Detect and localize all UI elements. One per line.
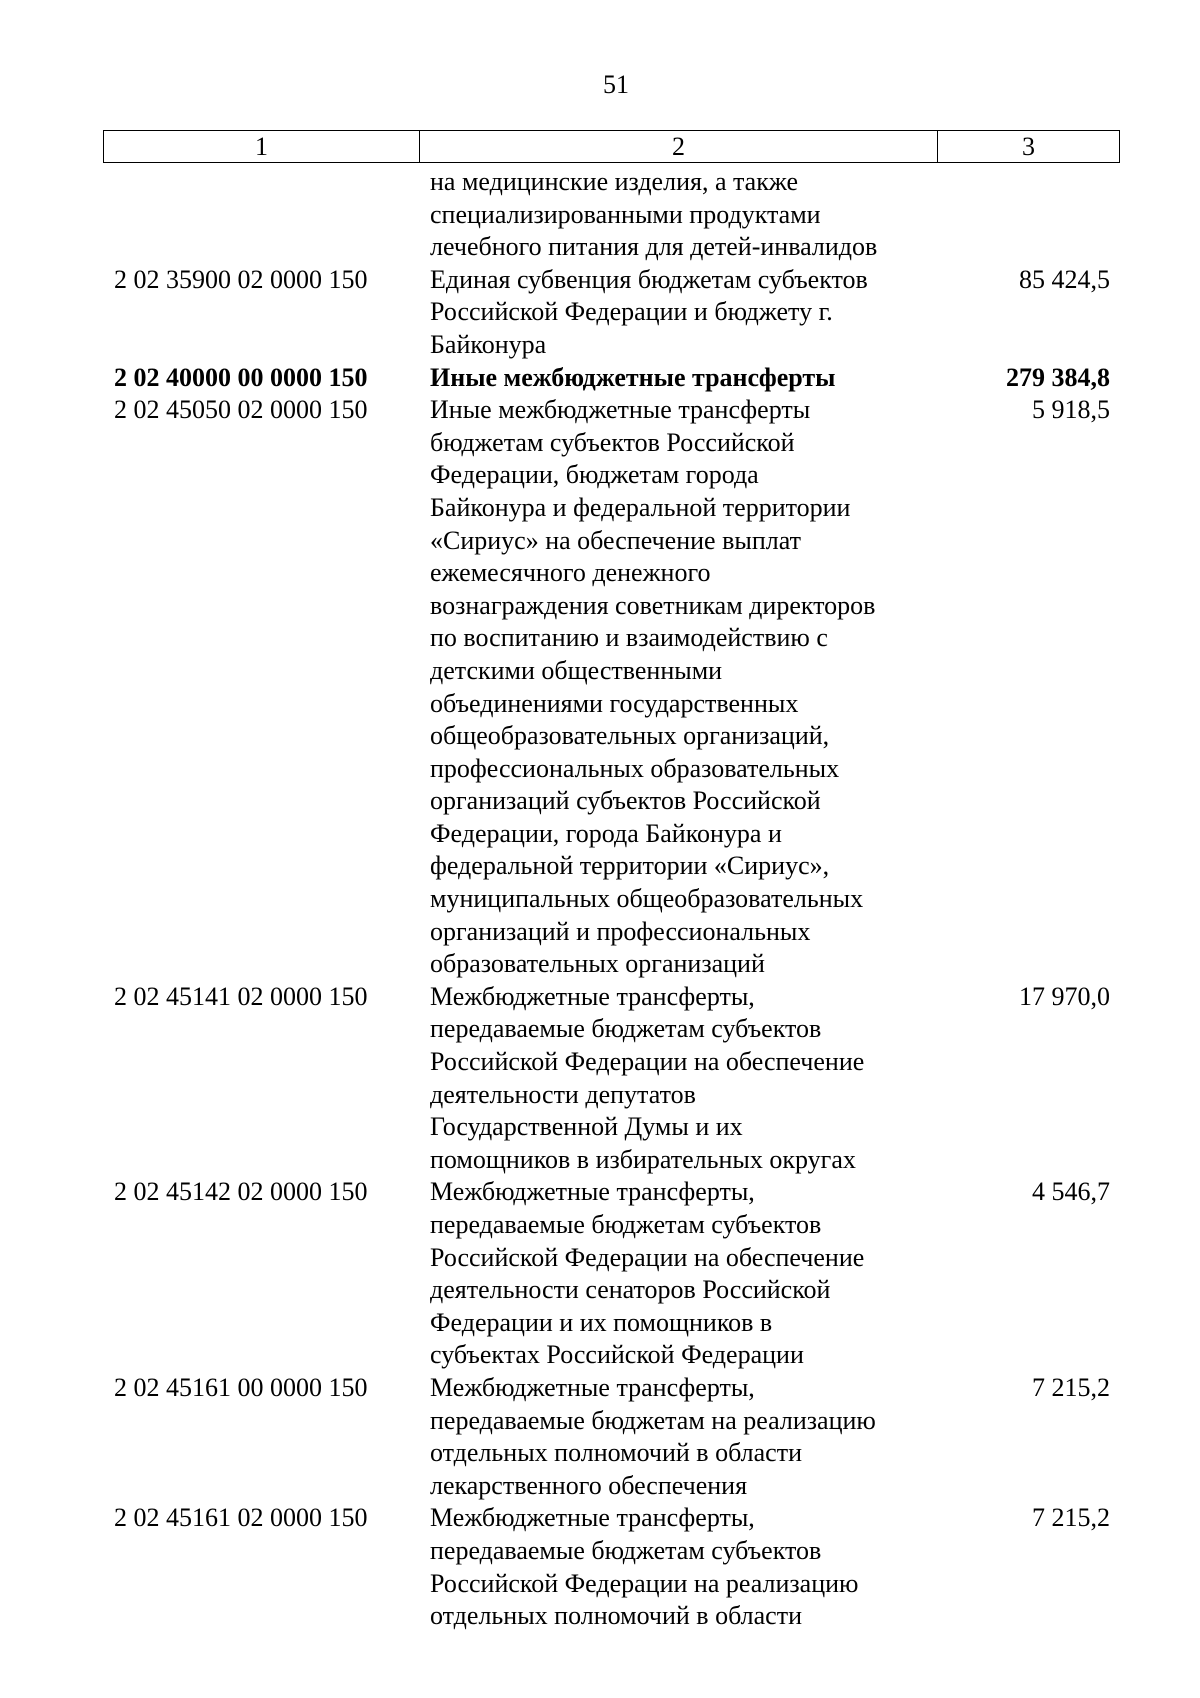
row-code: 2 02 45161 02 0000 150 — [114, 1503, 368, 1533]
row-code — [0, 166, 430, 264]
row-description: Единая субвенция бюджетам субъектов Российской Федерации и бюджету г. Байконура — [430, 264, 868, 359]
row-code: 2 02 45050 02 0000 150 — [114, 395, 368, 425]
row-amount: 7 215,2 — [1032, 1372, 1110, 1402]
row-description: Межбюджетные трансферты, передаваемые бюджетам субъектов Российской Федерации на обеспечение деятельности сенаторов Российской Федерации и их помощников в субъектах Российской Федерации — [430, 1177, 865, 1370]
table-row — [0, 1176, 1200, 1372]
table-row — [0, 1502, 1200, 1632]
row-code: 2 02 45141 02 0000 150 — [114, 981, 368, 1011]
row-description: на медицинские изделия, а также специализированными продуктами лечебного питания для детей-инвалидов — [430, 167, 878, 262]
row-code: 2 02 45161 00 0000 150 — [114, 1372, 368, 1402]
row-amount: 4 546,7 — [1032, 1177, 1110, 1207]
table-body — [0, 166, 1200, 1633]
row-code: 2 02 40000 00 0000 150 — [114, 362, 368, 392]
table-header — [103, 130, 1120, 163]
table-row — [0, 394, 1200, 981]
table-row — [0, 166, 1200, 264]
table-row — [0, 981, 1200, 1177]
row-amount: 17 970,0 — [1019, 981, 1110, 1011]
row-amount — [930, 166, 1110, 264]
table-row — [0, 1372, 1200, 1502]
row-description: Межбюджетные трансферты, передаваемые бюджетам на реализацию отдельных полномочий в области лекарственного обеспечения — [430, 1372, 876, 1500]
column-header-2: 2 — [420, 131, 938, 162]
row-amount: 7 215,2 — [1032, 1503, 1110, 1533]
column-header-3: 3 — [1022, 131, 1035, 161]
table-row — [0, 362, 1200, 395]
page-number: 51 — [603, 70, 629, 99]
row-amount: 279 384,8 — [1006, 362, 1110, 392]
row-description: Межбюджетные трансферты, передаваемые бюджетам субъектов Российской Федерации на реализацию отдельных полномочий в области — [430, 1503, 859, 1631]
row-code: 2 02 45142 02 0000 150 — [114, 1177, 368, 1207]
row-description: Иные межбюджетные трансферты бюджетам субъектов Российской Федерации, бюджетам города Байконура и федеральной территории «Сириус» на обеспечение выплат ежемесячного денежного вознаграждения советникам директоров по воспитанию и взаимодействию с детскими общественными объединениями государственных общеобразовательных организаций, профессиональных образовательных организаций субъектов Российской Федерации, города Байконура и федеральной территории «Сириус», муниципальных общеобразовательных организаций и профессиональных образовательных организаций — [430, 395, 876, 979]
table-row — [0, 264, 1200, 362]
row-description: Межбюджетные трансферты, передаваемые бюджетам субъектов Российской Федерации на обеспечение деятельности депутатов Государственной Думы и их помощников в избирательных округах — [430, 981, 865, 1174]
row-amount: 85 424,5 — [1019, 264, 1110, 294]
row-code: 2 02 35900 02 0000 150 — [114, 264, 368, 294]
column-header-1: 1 — [104, 131, 420, 162]
row-amount: 5 918,5 — [1032, 395, 1110, 425]
row-description: Иные межбюджетные трансферты — [430, 362, 836, 392]
